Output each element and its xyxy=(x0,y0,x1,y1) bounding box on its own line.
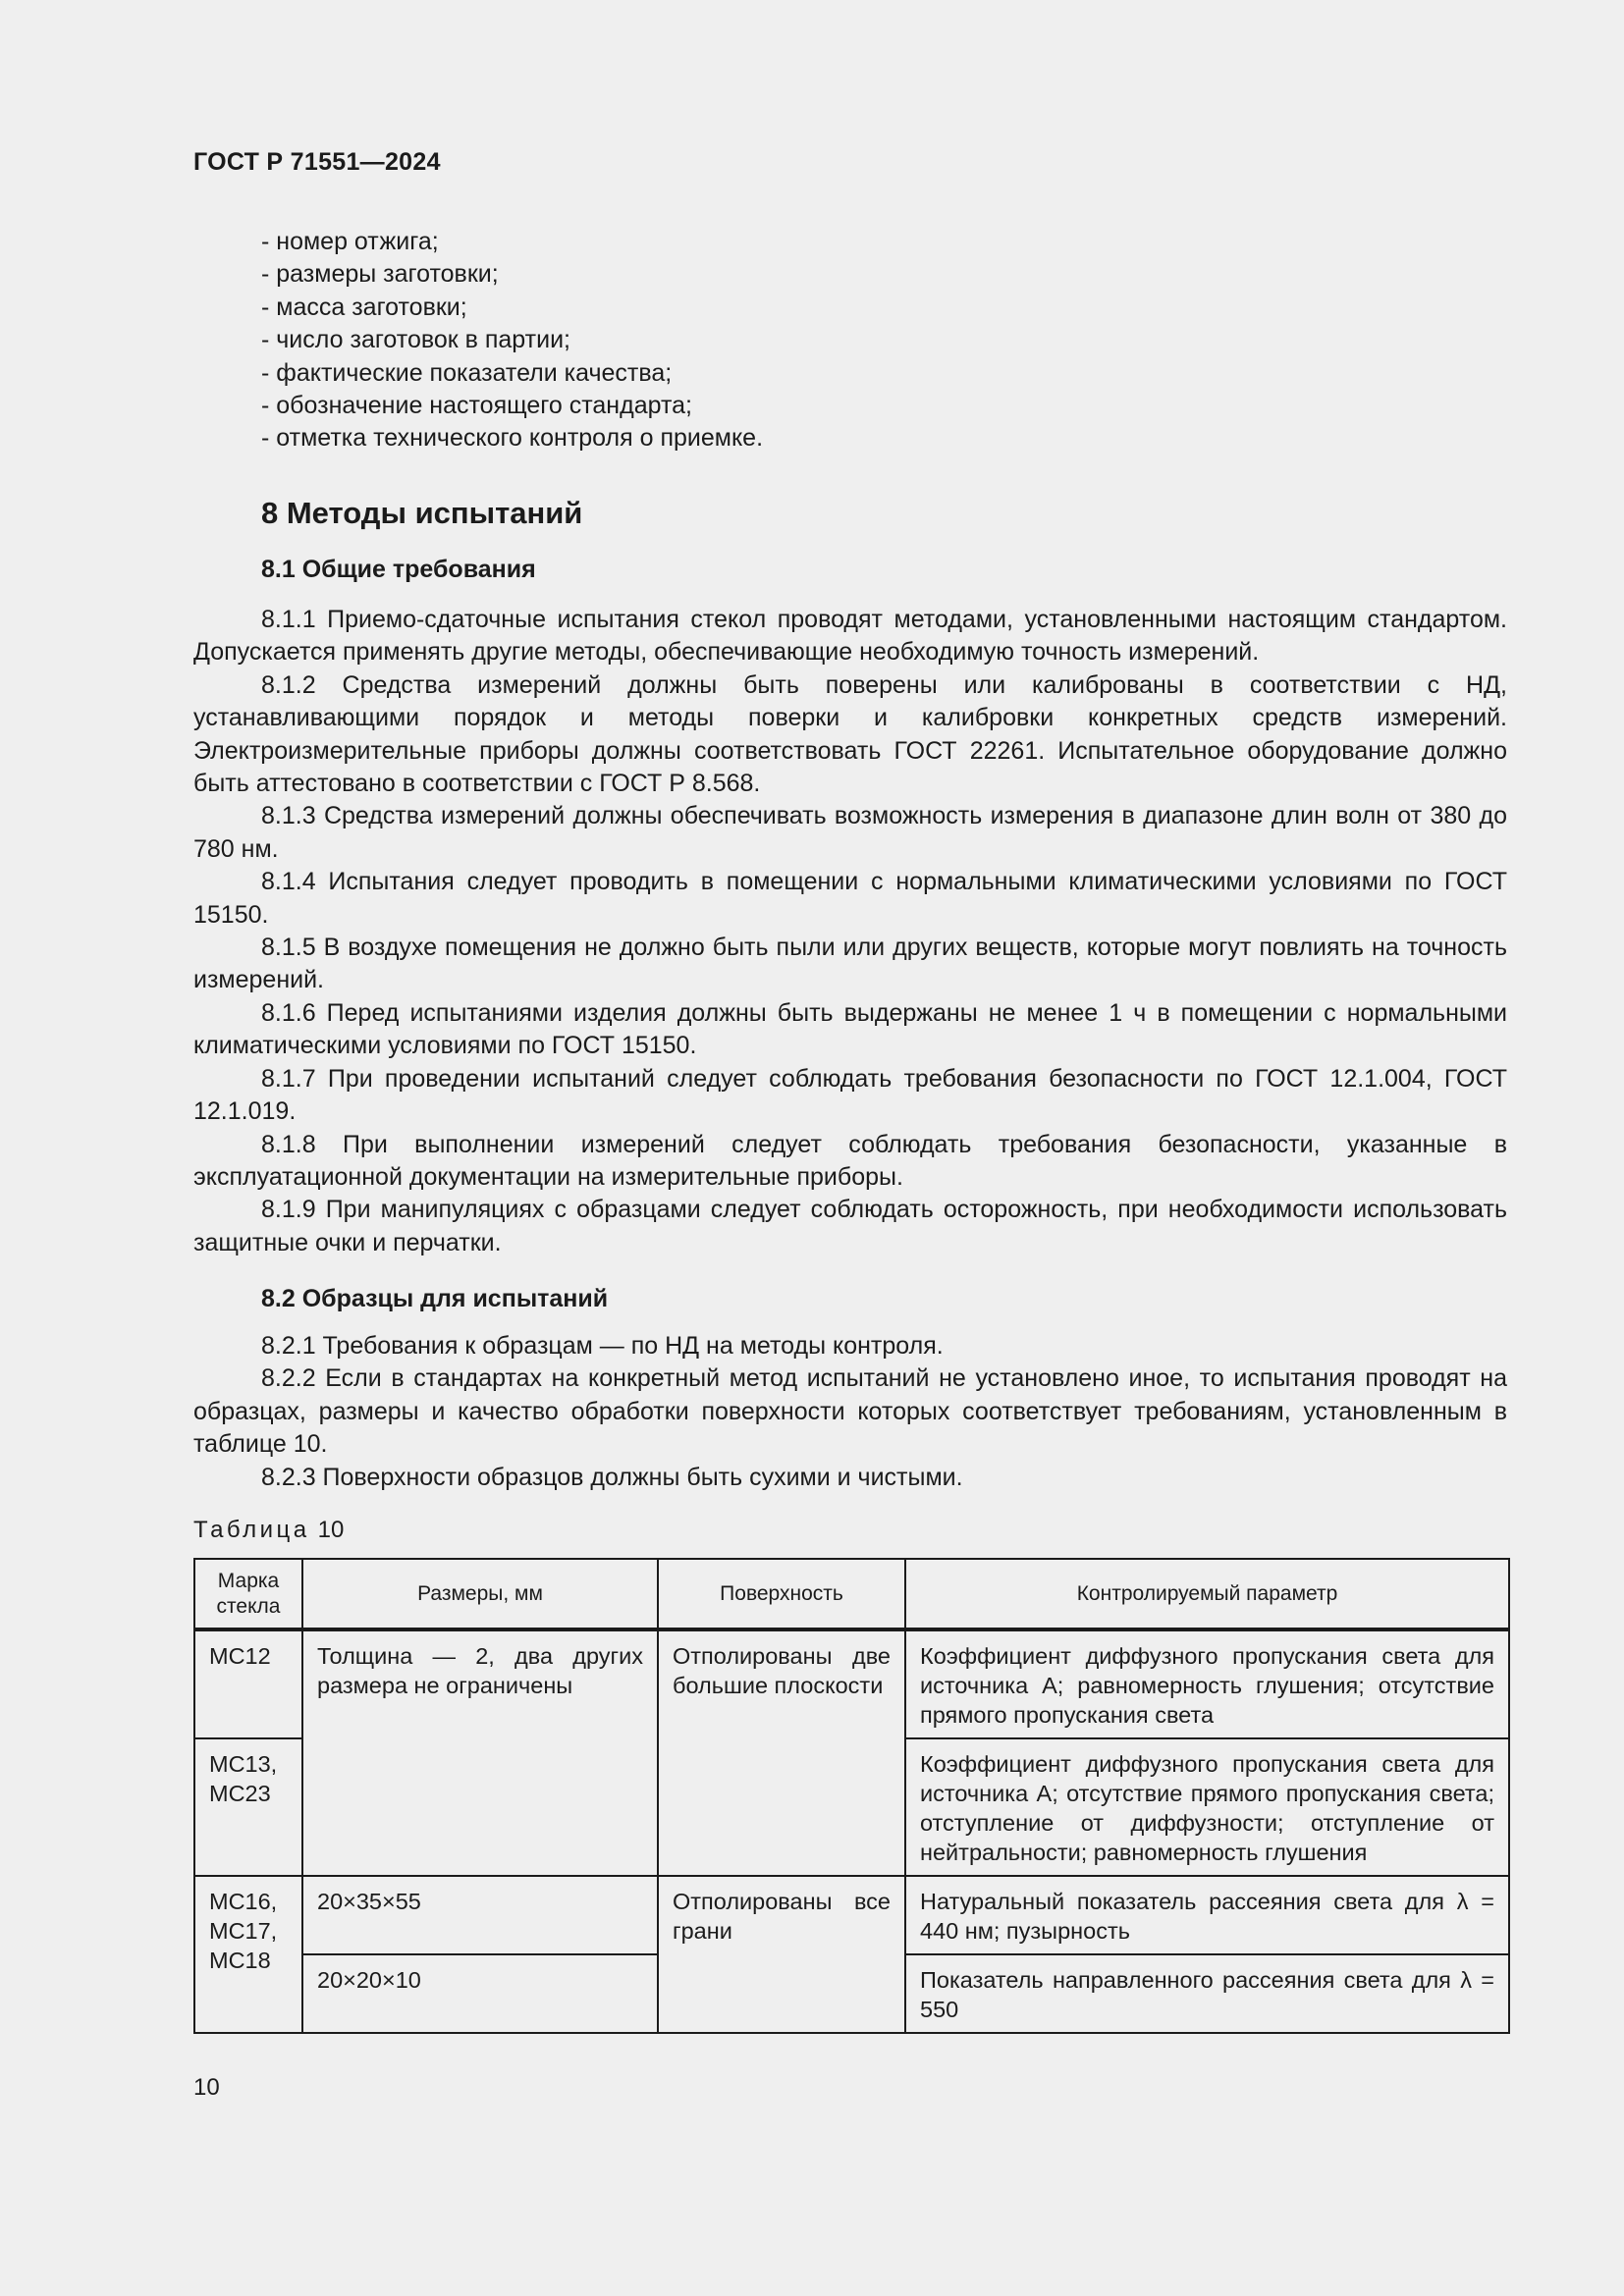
subsection-title: 8.2 Образцы для испытаний xyxy=(261,1285,609,1312)
document-code-header: ГОСТ Р 71551—2024 xyxy=(193,148,441,176)
column-header: Размеры, мм xyxy=(302,1559,658,1629)
paragraph: 8.2.3 Поверхности образцов должны быть сухими и чистыми. xyxy=(261,1463,963,1491)
table-cell: 20×20×10 xyxy=(302,1954,658,2033)
table-cell: МС13, МС23 xyxy=(194,1738,302,1876)
table-header-row xyxy=(194,1559,1509,1629)
table-cell: Отполированы две большие плоскости xyxy=(658,1629,905,1876)
section-8-2-body xyxy=(193,1330,1507,1494)
table-caption-word: Таблица xyxy=(193,1517,310,1543)
list-item: - число заготовок в партии; xyxy=(261,326,570,354)
list-item: - номер отжига; xyxy=(261,228,439,255)
table-cell: Коэффициент диффузного пропускания света для источника А; отсутствие прямого пропускания света; отступление от диффузности; отступление от нейтральности; равномерность глушения xyxy=(905,1738,1509,1876)
list-item: - размеры заготовки; xyxy=(261,260,499,289)
table-cell: 20×35×55 xyxy=(302,1876,658,1954)
section-title: 8 Методы испытаний xyxy=(261,496,583,530)
paragraph: 8.1.8 При выполнении измерений следует соблюдать требования безопасности, указанные в эксплуатационной документации на измерительные приборы. xyxy=(193,1130,1507,1191)
page-number: 10 xyxy=(193,2074,220,2101)
paragraph: 8.2.2 Если в стандартах на конкретный метод испытаний не установлено иное, то испытания проводят на образцах, размеры и качество обработки поверхности которых соответствует требованиям, установленным в таблице 10. xyxy=(193,1364,1507,1459)
table-caption-number: 10 xyxy=(317,1517,345,1543)
table-cell: Натуральный показатель рассеяния света для λ = 440 нм; пузырность xyxy=(905,1876,1509,1954)
delivery-info-list xyxy=(261,226,763,455)
column-header: Контролируемый параметр xyxy=(905,1559,1509,1629)
paragraph: 8.1.7 При проведении испытаний следует соблюдать требования безопасности по ГОСТ 12.1.004, ГОСТ 12.1.019. xyxy=(193,1064,1507,1126)
list-item: - отметка технического контроля о приемке. xyxy=(261,424,764,453)
paragraph: 8.1.2 Средства измерений должны быть поверены или калиброваны в соответствии с НД, устанавливающими порядок и методы поверки и калибровки конкретных средств измерений. Электроизмерительные приборы должны соответствовать ГОСТ 22261. Испытательное оборудование должно быть аттестовано в соответствии с ГОСТ Р 8.568. xyxy=(193,670,1507,798)
table-caption xyxy=(193,1517,344,1544)
list-item: - фактические показатели качества; xyxy=(261,358,673,387)
table-cell: Показатель направленного рассеяния света для λ = 550 xyxy=(905,1954,1509,2033)
table-cell: МС12 xyxy=(194,1629,302,1738)
table-cell: МС16, МС17, МС18 xyxy=(194,1876,302,2033)
table-row xyxy=(194,1876,1509,1954)
subsection-title: 8.1 Общие требования xyxy=(261,556,536,583)
paragraph: 8.1.4 Испытания следует проводить в помещении с нормальными климатическими условиями по ГОСТ 15150. xyxy=(193,868,1507,929)
table-row xyxy=(194,1629,1509,1738)
paragraph: 8.2.1 Требования к образцам — по НД на методы контроля. xyxy=(261,1332,944,1360)
table-cell: Толщина — 2, два других размера не ограничены xyxy=(302,1629,658,1876)
column-header: Марка стекла xyxy=(194,1559,302,1629)
list-item: - обозначение настоящего стандарта; xyxy=(261,392,692,420)
paragraph: 8.1.1 Приемо-сдаточные испытания стекол проводят методами, установленными настоящим стандартом. Допускается применять другие методы, обеспечивающие необходимую точность измерений. xyxy=(193,606,1507,667)
table-cell: Отполированы все грани xyxy=(658,1876,905,2033)
paragraph: 8.1.9 При манипуляциях с образцами следует соблюдать осторожность, при необходимости использовать защитные очки и перчатки. xyxy=(193,1196,1507,1256)
paragraph: 8.1.6 Перед испытаниями изделия должны быть выдержаны не менее 1 ч в помещении с нормальными климатическими условиями по ГОСТ 15150. xyxy=(193,998,1507,1060)
paragraph: 8.1.5 В воздухе помещения не должно быть пыли или других веществ, которые могут повлиять на точность измерений. xyxy=(193,934,1507,994)
samples-table xyxy=(193,1558,1510,2034)
paragraph: 8.1.3 Средства измерений должны обеспечивать возможность измерения в диапазоне длин волн от 380 до 780 нм. xyxy=(193,802,1507,863)
table-cell: Коэффициент диффузного пропускания света для источника А; равномерность глушения; отсутствие прямого пропускания света xyxy=(905,1629,1509,1738)
section-8-1-body xyxy=(193,604,1507,1259)
column-header: Поверхность xyxy=(658,1559,905,1629)
list-item: - масса заготовки; xyxy=(261,293,467,321)
